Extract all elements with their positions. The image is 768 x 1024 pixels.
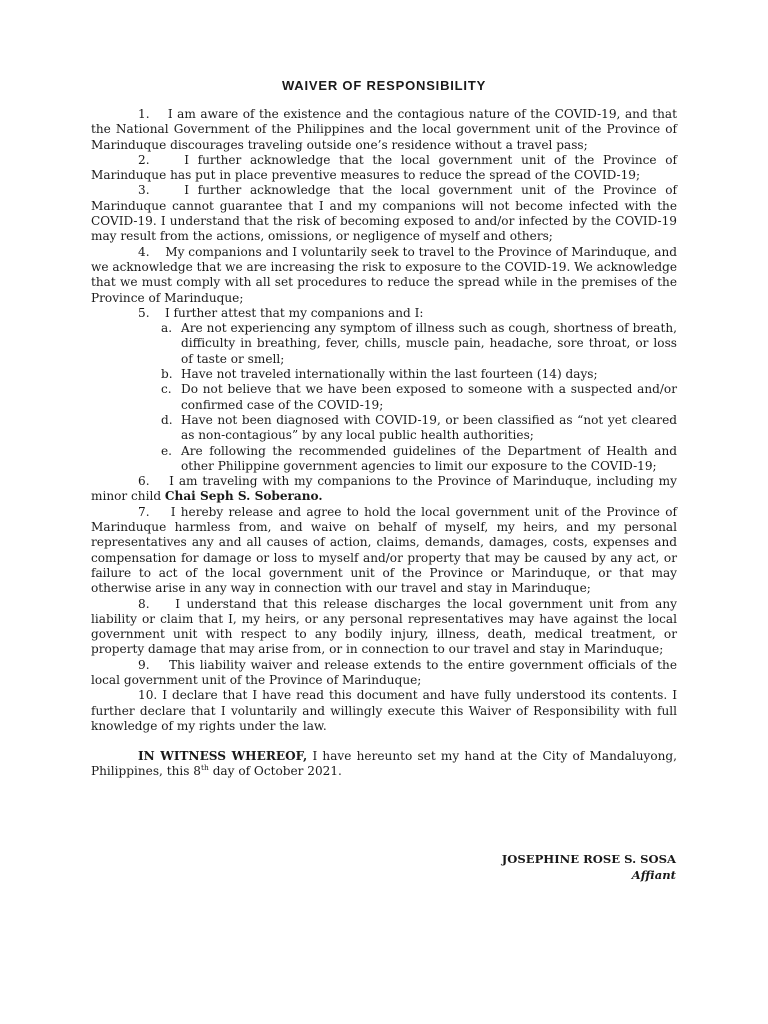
signature-block [502, 852, 676, 883]
paragraph-number: 9. [138, 657, 150, 672]
list-item [161, 321, 677, 367]
paragraph-6 [91, 474, 677, 505]
list-item-text: Do not believe that we have been exposed to someone with a suspected and/or confirmed case of the COVID-19; [181, 382, 677, 412]
list-item [161, 382, 677, 413]
list-item-label: b. [161, 367, 173, 382]
paragraph-2 [91, 153, 677, 184]
paragraph-text: I further acknowledge that the local government unit of the Province of Marinduque cannot guarantee that I and my companions will not become infected with the COVID-19. I understand that the risk of becoming exposed to and/or infected by the COVID-19 may result from the actions, omissions, or negligence of myself and others; [91, 183, 677, 244]
paragraph-5 [91, 306, 677, 321]
list-item-label: d. [161, 412, 173, 427]
paragraph-4 [91, 245, 677, 306]
paragraph-text: I am traveling with my companions to the Province of Marinduque, including my minor child [91, 474, 677, 504]
paragraph-text: I further acknowledge that the local government unit of the Province of Marinduque has put in place preventive measures to reduce the spread of the COVID-19; [91, 152, 677, 183]
paragraph-8 [91, 597, 677, 658]
list-item [161, 413, 677, 444]
paragraph-number: 1. [138, 107, 150, 121]
witness-text: I have hereunto set my hand at the City of Mandaluyong, Philippines, this 8 [91, 749, 677, 779]
affiant-role: Affiant [631, 867, 676, 882]
paragraph-text: I hereby release and agree to hold the local government unit of the Province of Marinduque harmless from, and waive on behalf of myself, my heirs, and my personal representatives any and all causes of action, claims, demands, damages, costs, expenses and compensation for damage or loss to myself and/or property that may be caused by any act, or failure to act of the local government unit of the Province or Marinduque, or that may otherwise arise in any way in connection with our travel and stay in Marinduque; [91, 504, 677, 596]
paragraph-number: 5. [138, 305, 150, 320]
paragraph-text: This liability waiver and release extends to the entire government officials of the local government unit of the Province of Marinduque; [91, 657, 677, 687]
paragraph-10 [91, 688, 677, 734]
attestation-list [91, 321, 677, 474]
document-title: WAIVER OF RESPONSIBILITY [281, 78, 487, 93]
list-item-label: e. [161, 443, 173, 458]
paragraph-number: 6. [138, 474, 150, 489]
paragraph-number: 7. [138, 504, 150, 519]
list-item [161, 367, 677, 382]
paragraph-7 [91, 505, 677, 597]
paragraph-text: I understand that this release discharges the local government unit from any liability or claim that I, my heirs, or any personal representatives may have against the local government unit with respect to any bodily injury, illness, death, medical treatment, or property damage that may arise from, or in connection to our travel and stay in Marinduque; [91, 596, 677, 657]
document-body [91, 107, 677, 780]
paragraph-text: My companions and I voluntarily seek to travel to the Province of Marinduque, and we acknowledge that we are increasing the risk to exposure to the COVID-19. We acknowledge that we must comply with all set procedures to reduce the spread while in the premises of the Province of Marinduque; [91, 244, 678, 305]
ordinal-suffix: th [200, 763, 209, 773]
witness-clause [91, 749, 677, 780]
paragraph-9 [91, 658, 677, 689]
affiant-name: JOSEPHINE ROSE S. SOSA [501, 852, 676, 866]
list-item-text: Have not traveled internationally within the last fourteen (14) days; [181, 367, 598, 382]
list-item-text: Are following the recommended guidelines of the Department of Health and other Philippine government agencies to limit our exposure to the COVID-19; [181, 443, 677, 473]
paragraph-1 [91, 107, 677, 153]
paragraph-text: I further attest that my companions and I: [164, 305, 424, 320]
minor-child-name: Chai Seph S. Soberano. [164, 489, 323, 504]
witness-text-end: day of October 2021. [208, 764, 342, 779]
list-item-label: a. [161, 321, 173, 336]
paragraph-text: I am aware of the existence and the contagious nature of the COVID-19, and that the National Government of the Philippines and the local government unit of the Province of Marinduque discourages traveling outside one’s residence without a travel pass; [91, 107, 677, 152]
paragraph-text: I declare that I have read this document and have fully understood its contents. I further declare that I voluntarily and willingly execute this Waiver of Responsibility with full knowledge of my rights under the law. [91, 688, 677, 733]
paragraph-number: 3. [138, 183, 150, 198]
paragraph-number: 10. [138, 688, 158, 703]
paragraph-number: 4. [138, 244, 150, 259]
list-item-label: c. [161, 382, 172, 397]
paragraph-number: 2. [138, 152, 150, 167]
paragraph-number: 8. [138, 596, 150, 611]
list-item-text: Are not experiencing any symptom of illness such as cough, shortness of breath, difficulty in breathing, fever, chills, muscle pain, headache, sore throat, or loss of taste or smell; [181, 321, 677, 366]
witness-lead: IN WITNESS WHEREOF, [138, 749, 308, 764]
list-item-text: Have not been diagnosed with COVID-19, or been classified as “not yet cleared as non-contagious” by any local public health authorities; [181, 412, 677, 443]
paragraph-3 [91, 183, 677, 244]
list-item [161, 444, 677, 475]
